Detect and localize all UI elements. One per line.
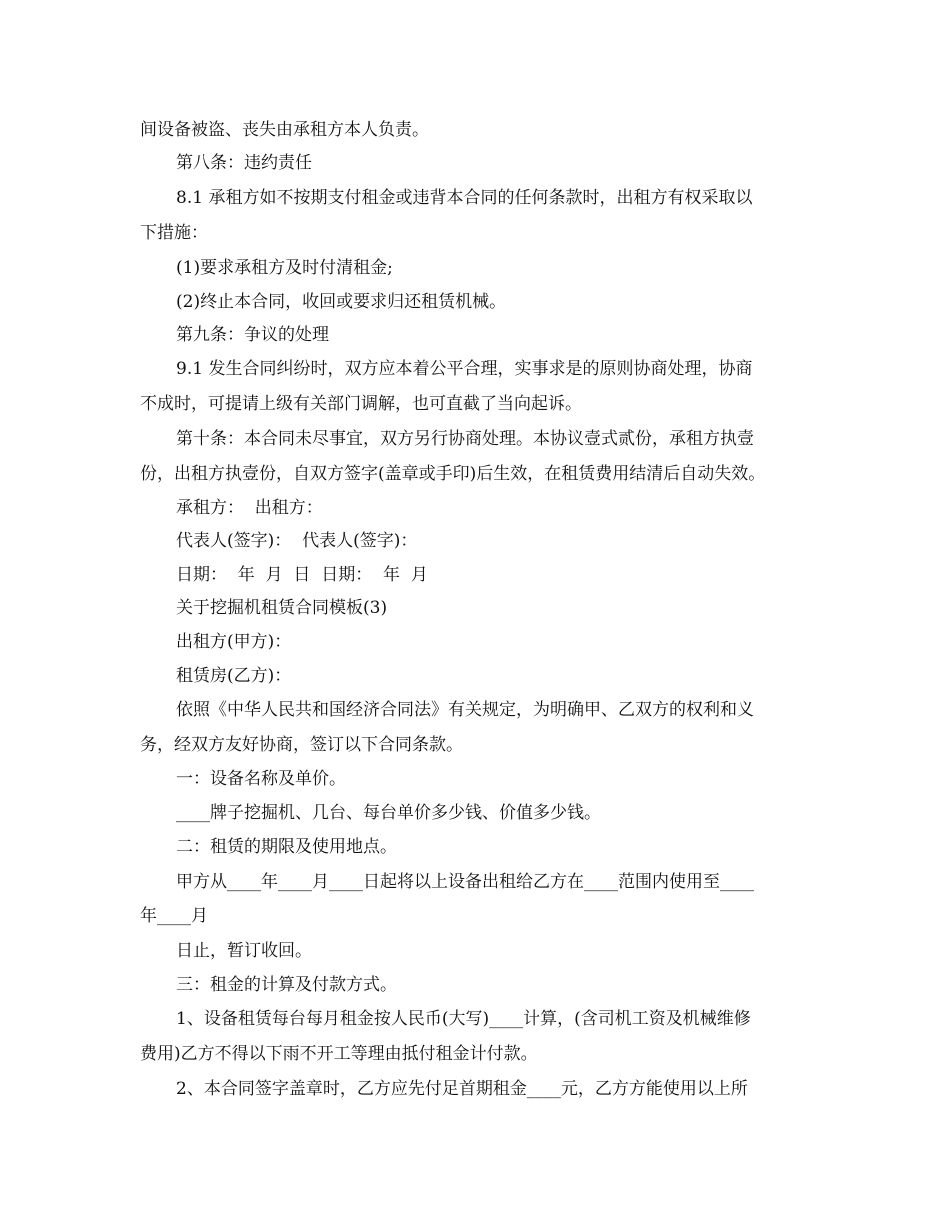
text-line: ____牌子挖掘机、几台、每台单价多少钱、价值多少钱。 (176, 803, 601, 823)
text-line: (2)终止本合同，收回或要求归还租赁机械。 (176, 292, 507, 312)
text-line: 费用)乙方不得以下雨不开工等理由抵付租金计付款。 (140, 1044, 538, 1064)
section-heading: 三：租金的计算及付款方式。 (176, 975, 397, 995)
text-line: 年____月 (140, 906, 208, 926)
text-line: 依照《中华人民共和国经济合同法》有关规定，为明确甲、乙双方的权利和义 (176, 700, 754, 720)
section-heading: 第八条：违约责任 (176, 153, 312, 173)
date-line: 日期： 年 月 日 日期： 年 月 (176, 565, 428, 585)
text-line: (1)要求承租方及时付清租金; (176, 258, 393, 278)
text-line: 8.1 承租方如不按期支付租金或违背本合同的任何条款时，出租方有权采取以 (176, 188, 753, 208)
document-title: 关于挖掘机租赁合同模板(3) (176, 598, 388, 618)
text-line: 1、设备租赁每台每月租金按人民币(大写)____计算，(含司机工资及机械维修 (176, 1009, 751, 1029)
signature-line: 承租方： 出租方： (176, 498, 323, 518)
text-line: 下措施： (140, 223, 208, 243)
party-line: 租赁房(乙方)： (176, 666, 292, 686)
section-heading: 一：设备名称及单价。 (176, 769, 346, 789)
text-line: 不成时，可提请上级有关部门调解，也可直截了当向起诉。 (140, 394, 582, 414)
text-line: 日止，暂订收回。 (176, 941, 312, 961)
text-line: 甲方从____年____月____日起将以上设备出租给乙方在____范围内使用至____ (176, 872, 754, 892)
signature-line: 代表人(签字)： 代表人(签字)： (176, 531, 418, 551)
text-line: 份，出租方执壹份，自双方签字(盖章或手印)后生效，在租赁费用结清后自动失效。 (140, 464, 766, 484)
party-line: 出租方(甲方)： (176, 632, 292, 652)
text-line: 间设备被盗、丧失由承租方本人负责。 (140, 120, 429, 140)
text-line: 9.1 发生合同纠纷时，双方应本着公平合理，实事求是的原则协商处理，协商 (176, 359, 753, 379)
section-heading: 第九条：争议的处理 (176, 325, 329, 345)
section-heading: 第十条：本合同未尽事宜，双方另行协商处理。本协议壹式贰份，承租方执壹 (176, 429, 754, 449)
section-heading: 二：租赁的期限及使用地点。 (176, 837, 397, 857)
text-line: 2、本合同签字盖章时，乙方应先付足首期租金____元，乙方方能使用以上所 (176, 1079, 748, 1099)
text-line: 务，经双方友好协商，签订以下合同条款。 (140, 735, 463, 755)
